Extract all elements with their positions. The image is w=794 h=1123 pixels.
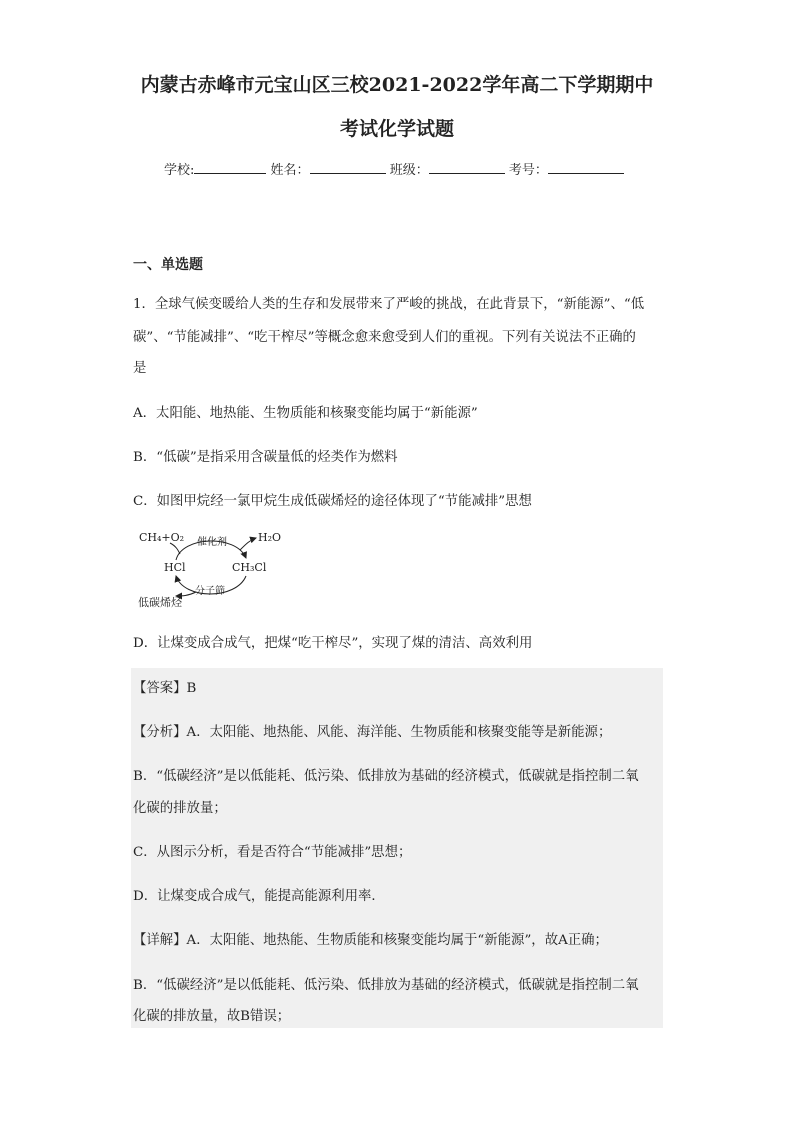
- school-label: 学校:: [164, 163, 195, 178]
- reaction-cycle-diagram: [136, 524, 296, 614]
- exam-number-field[interactable]: [548, 159, 624, 174]
- name-field[interactable]: [310, 159, 386, 174]
- reactant-in-arrow: [170, 543, 180, 554]
- exam-title-line2: 考试化学试题: [339, 118, 454, 140]
- class-label: 班级：: [389, 163, 429, 178]
- detail-line: 【详解】A．太阳能、地热能、生物质能和核聚变能均属于“新能源”，故A正确；: [133, 933, 608, 948]
- analysis-line: 化碳的排放量；: [133, 801, 227, 816]
- school-field[interactable]: [194, 159, 266, 174]
- detail-line: 化碳的排放量，故B错误；: [133, 1009, 291, 1024]
- analysis-line: 【分析】A．太阳能、地热能、风能、海洋能、生物质能和核聚变能等是新能源；: [133, 725, 612, 740]
- question-stem-line: 碳”、“节能减排”、“吃干榨尽”等概念愈来愈受到人们的重视。下列有关说法不正确的: [133, 330, 636, 345]
- name-label: 姓名：: [270, 163, 310, 178]
- option-a: A．太阳能、地热能、生物质能和核聚变能均属于“新能源”: [133, 406, 478, 421]
- sieve-label: 分子筛: [195, 586, 225, 597]
- exam-number-label: 考号：: [508, 163, 548, 178]
- analysis-line: C．从图示分析，看是否符合“节能减排”思想；: [133, 845, 412, 860]
- student-info-fields: [164, 159, 624, 178]
- analysis-line: B．“低碳经济”是以低能耗、低污染、低排放为基础的经济模式，低碳就是指控制二氧: [133, 769, 639, 784]
- analysis-line: D．让煤变成合成气，能提高能源利用率．: [133, 889, 385, 904]
- olefin-label: 低碳烯烃: [138, 596, 182, 609]
- option-d: D．让煤变成合成气，把煤“吃干榨尽”，实现了煤的清洁、高效利用: [133, 636, 533, 651]
- option-b: B．“低碳”是指采用含碳量低的烃类作为燃料: [133, 450, 398, 465]
- question-stem-line: 是: [133, 361, 147, 376]
- hcl-label: HCl: [164, 561, 186, 574]
- detail-line: B．“低碳经济”是以低能耗、低污染、低排放为基础的经济模式，低碳就是指控制二氧: [133, 978, 639, 993]
- class-field[interactable]: [429, 159, 505, 174]
- reactants-label: CH₄+O₂: [139, 531, 185, 544]
- water-out-arrow: [240, 538, 256, 550]
- catalyst-label: 催化剂: [197, 537, 227, 548]
- exam-title-line1: 内蒙古赤峰市元宝山区三校2021-2022学年高二下学期期中: [140, 74, 654, 96]
- question-stem-line: 1．全球气候变暖给人类的生存和发展带来了严峻的挑战，在此背景下，“新能源”、“低: [133, 297, 645, 312]
- option-c: C．如图甲烷经一氯甲烷生成低碳烯烃的途径体现了“节能减排”思想: [133, 494, 532, 509]
- answer-line: 【答案】B: [133, 681, 197, 696]
- section-title: 一、单选题: [133, 257, 203, 273]
- ch3cl-label: CH₃Cl: [232, 561, 267, 574]
- water-label: H₂O: [258, 531, 282, 544]
